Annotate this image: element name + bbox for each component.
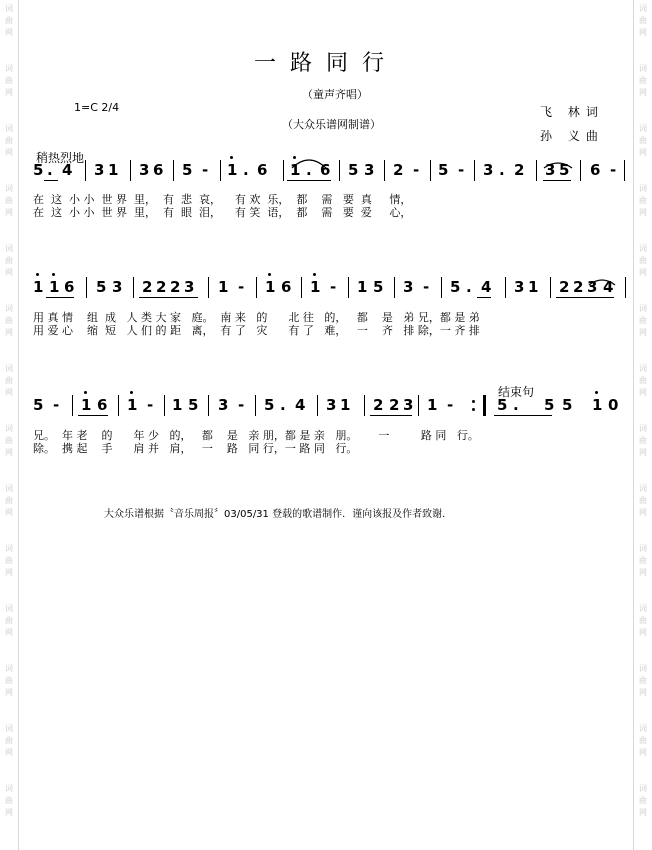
note: . xyxy=(466,278,472,296)
lyricist-credit: 飞 林词 xyxy=(540,105,604,119)
watermark-char: 网 xyxy=(639,268,647,277)
note: 6 xyxy=(97,396,108,414)
subtitle: （童声齐唱） xyxy=(302,88,368,101)
watermark-char: 曲 xyxy=(5,556,13,565)
note: 4 xyxy=(295,396,306,414)
watermark-char: 网 xyxy=(5,688,13,697)
note: 1 xyxy=(592,396,603,414)
watermark-char: 曲 xyxy=(639,496,647,505)
maker-credit: （大众乐谱网制谱） xyxy=(282,118,381,131)
watermark-char: 网 xyxy=(639,388,647,397)
watermark-char: 词 xyxy=(5,64,13,73)
note: 3 xyxy=(184,278,195,296)
note: 3 xyxy=(326,396,337,414)
watermark-char: 词 xyxy=(639,4,647,13)
note: . xyxy=(47,161,53,179)
note: 1 xyxy=(528,278,539,296)
note: 1 xyxy=(427,396,438,414)
note: 3 xyxy=(364,161,375,179)
watermark-char: 网 xyxy=(5,388,13,397)
slur xyxy=(544,163,572,168)
note: 3 xyxy=(218,396,229,414)
note: . xyxy=(306,161,312,179)
watermark-char: 网 xyxy=(5,88,13,97)
watermark-char: 词 xyxy=(639,484,647,493)
watermark-char: 网 xyxy=(5,208,13,217)
watermark-char: 曲 xyxy=(5,76,13,85)
lyric-line: 除。 携 起 手 肩 并 肩， 一 路 同 行，一 路 同 行。 xyxy=(33,442,358,455)
note: 5 xyxy=(33,396,44,414)
note: 0 xyxy=(608,396,619,414)
watermark-char: 词 xyxy=(5,484,13,493)
watermark-char: 曲 xyxy=(5,196,13,205)
note: 3 xyxy=(514,278,525,296)
note: 2 xyxy=(514,161,525,179)
watermark-char: 曲 xyxy=(639,616,647,625)
watermark-char: 网 xyxy=(639,208,647,217)
note: 5 xyxy=(373,278,384,296)
watermark-char: 曲 xyxy=(639,136,647,145)
note: 1 xyxy=(265,278,276,296)
note: 1 xyxy=(172,396,183,414)
note: 1 xyxy=(218,278,229,296)
watermark-char: 词 xyxy=(5,664,13,673)
watermark-char: 曲 xyxy=(639,676,647,685)
note: 1 xyxy=(357,278,368,296)
watermark-char: 曲 xyxy=(5,16,13,25)
watermark-char: 词 xyxy=(5,364,13,373)
note: 6 xyxy=(320,161,331,179)
note: 1 xyxy=(127,396,138,414)
watermark-char: 网 xyxy=(639,748,647,757)
watermark-char: 词 xyxy=(639,784,647,793)
note: 6 xyxy=(153,161,164,179)
watermark-char: 词 xyxy=(639,424,647,433)
lyric-line: 在 这 小 小 世 界 里， 有 眼 泪， 有 笑 语， 都 需 要 爱 心， xyxy=(33,206,412,219)
note: 1 xyxy=(108,161,119,179)
watermark-char: 曲 xyxy=(639,16,647,25)
watermark-char: 网 xyxy=(639,28,647,37)
watermark-char: 词 xyxy=(5,424,13,433)
note: 1 xyxy=(81,396,92,414)
note: 3 xyxy=(545,161,556,179)
lyric-line: 用 爱 心 缩 短 人 们 的 距 离， 有 了 灾 有 了 难， 一 齐 排 除，一 齐 排 xyxy=(33,324,480,337)
note: . xyxy=(280,396,286,414)
note: 2 xyxy=(389,396,400,414)
note: 2 xyxy=(573,278,584,296)
watermark-char: 网 xyxy=(5,628,13,637)
watermark-char: 词 xyxy=(5,544,13,553)
watermark-char: 曲 xyxy=(639,376,647,385)
watermark-char: 曲 xyxy=(639,76,647,85)
note: 6 xyxy=(64,278,75,296)
watermark-char: 网 xyxy=(5,148,13,157)
note: 2 xyxy=(373,396,384,414)
note: 2 xyxy=(170,278,181,296)
note: 1 xyxy=(290,161,301,179)
watermark-char: 网 xyxy=(5,268,13,277)
watermark-char: 词 xyxy=(639,304,647,313)
watermark-char: 网 xyxy=(5,448,13,457)
note: 5 xyxy=(188,396,199,414)
watermark-char: 词 xyxy=(639,724,647,733)
note: 3 xyxy=(112,278,123,296)
watermark-char: 网 xyxy=(5,28,13,37)
watermark-char: 曲 xyxy=(639,436,647,445)
watermark-char: 词 xyxy=(639,544,647,553)
watermark-char: 词 xyxy=(639,604,647,613)
watermark-char: 词 xyxy=(639,364,647,373)
note: 5 xyxy=(559,161,570,179)
note: - xyxy=(330,278,337,296)
note: 5 xyxy=(438,161,449,179)
watermark-char: 曲 xyxy=(5,136,13,145)
note: 5 xyxy=(96,278,107,296)
watermark-char: 网 xyxy=(639,808,647,817)
footnote: 大众乐谱根据〝音乐周报〞03/05/31 登载的歌谱制作．谨向该报及作者致谢． xyxy=(104,509,453,520)
watermark-char: 词 xyxy=(5,184,13,193)
slur xyxy=(589,280,615,285)
watermark-char: 曲 xyxy=(5,376,13,385)
note: - xyxy=(610,161,617,179)
note: 5 xyxy=(497,396,508,414)
watermark-char: 网 xyxy=(5,568,13,577)
watermark-char: 曲 xyxy=(639,736,647,745)
lyric-line: 在 这 小 小 世 界 里， 有 悲 哀， 有 欢 乐， 都 需 要 真 情， xyxy=(33,193,412,206)
watermark-char: 网 xyxy=(639,688,647,697)
watermark-char: 词 xyxy=(5,124,13,133)
watermark-char: 网 xyxy=(5,748,13,757)
note: - xyxy=(238,278,245,296)
watermark-char: 词 xyxy=(5,244,13,253)
note: 3 xyxy=(483,161,494,179)
note: 1 xyxy=(49,278,60,296)
note: . xyxy=(513,396,519,414)
note: - xyxy=(413,161,420,179)
watermark-char: 词 xyxy=(639,64,647,73)
note: 5 xyxy=(348,161,359,179)
watermark-char: 曲 xyxy=(5,256,13,265)
slur xyxy=(292,160,326,168)
note: 4 xyxy=(481,278,492,296)
note: . xyxy=(243,161,249,179)
watermark-char: 曲 xyxy=(5,496,13,505)
note: 3 xyxy=(94,161,105,179)
note: 5 xyxy=(182,161,193,179)
note: 1 xyxy=(33,278,44,296)
watermark-char: 曲 xyxy=(5,616,13,625)
note: 1 xyxy=(310,278,321,296)
note: 2 xyxy=(393,161,404,179)
watermark-char: 网 xyxy=(639,148,647,157)
composer-credit: 孙 义曲 xyxy=(540,129,604,143)
note: - xyxy=(458,161,465,179)
watermark-char: 词 xyxy=(5,724,13,733)
note: 2 xyxy=(156,278,167,296)
watermark-char: 网 xyxy=(5,328,13,337)
watermark-char: 词 xyxy=(639,184,647,193)
watermark-char: 词 xyxy=(5,4,13,13)
watermark-char: 曲 xyxy=(5,796,13,805)
note: 2 xyxy=(142,278,153,296)
note: - xyxy=(202,161,209,179)
watermark-char: 网 xyxy=(639,568,647,577)
ending-label: 结束句 xyxy=(498,385,535,399)
watermark-char: 网 xyxy=(639,508,647,517)
watermark-char: 曲 xyxy=(639,796,647,805)
song-title: 一路同行 xyxy=(253,51,398,76)
note: 6 xyxy=(281,278,292,296)
note: 5 xyxy=(264,396,275,414)
watermark-char: 网 xyxy=(639,628,647,637)
note: 3 xyxy=(139,161,150,179)
note: 5 xyxy=(544,396,555,414)
watermark-char: 网 xyxy=(5,508,13,517)
watermark-char: 曲 xyxy=(5,436,13,445)
note: - xyxy=(238,396,245,414)
note: 4 xyxy=(603,278,614,296)
note: - xyxy=(53,396,60,414)
note: 6 xyxy=(590,161,601,179)
watermark-char: 网 xyxy=(5,808,13,817)
note: 5 xyxy=(33,161,44,179)
note: - xyxy=(423,278,430,296)
note: . xyxy=(499,161,505,179)
note: 1 xyxy=(340,396,351,414)
note: 2 xyxy=(559,278,570,296)
note: 3 xyxy=(403,396,414,414)
watermark-char: 网 xyxy=(639,88,647,97)
watermark-char: 词 xyxy=(639,124,647,133)
watermark-char: 曲 xyxy=(639,556,647,565)
watermark-char: 词 xyxy=(5,604,13,613)
watermark-char: 网 xyxy=(639,328,647,337)
note: 6 xyxy=(257,161,268,179)
note: 5 xyxy=(450,278,461,296)
watermark-char: 曲 xyxy=(639,256,647,265)
note: 1 xyxy=(227,161,238,179)
note: 3 xyxy=(403,278,414,296)
note: - xyxy=(447,396,454,414)
note: 5 xyxy=(562,396,573,414)
key-signature: 1=C 2/4 xyxy=(74,101,120,114)
note: 4 xyxy=(62,161,73,179)
tempo-marking: 稍热烈地 xyxy=(36,151,85,165)
watermark-char: 词 xyxy=(5,784,13,793)
watermark-char: 词 xyxy=(639,664,647,673)
note: 3 xyxy=(587,278,598,296)
lyric-line: 用 真 情 组 成 人 类 大 家 庭。 南 来 的 北 往 的， 都 是 弟 兄，都 是 弟 xyxy=(33,311,480,324)
note: - xyxy=(147,396,154,414)
watermark-char: 曲 xyxy=(639,196,647,205)
watermark-char: 曲 xyxy=(5,316,13,325)
watermark-char: 词 xyxy=(5,304,13,313)
watermark-char: 词 xyxy=(639,244,647,253)
lyric-line: 兄。 年 老 的 年 少 的， 都 是 亲 朋，都 是 亲 朋。 一 路 同 行。 xyxy=(33,429,479,442)
watermark-char: 曲 xyxy=(5,736,13,745)
watermark-char: 网 xyxy=(639,448,647,457)
watermark-char: 曲 xyxy=(639,316,647,325)
watermark-char: 曲 xyxy=(5,676,13,685)
